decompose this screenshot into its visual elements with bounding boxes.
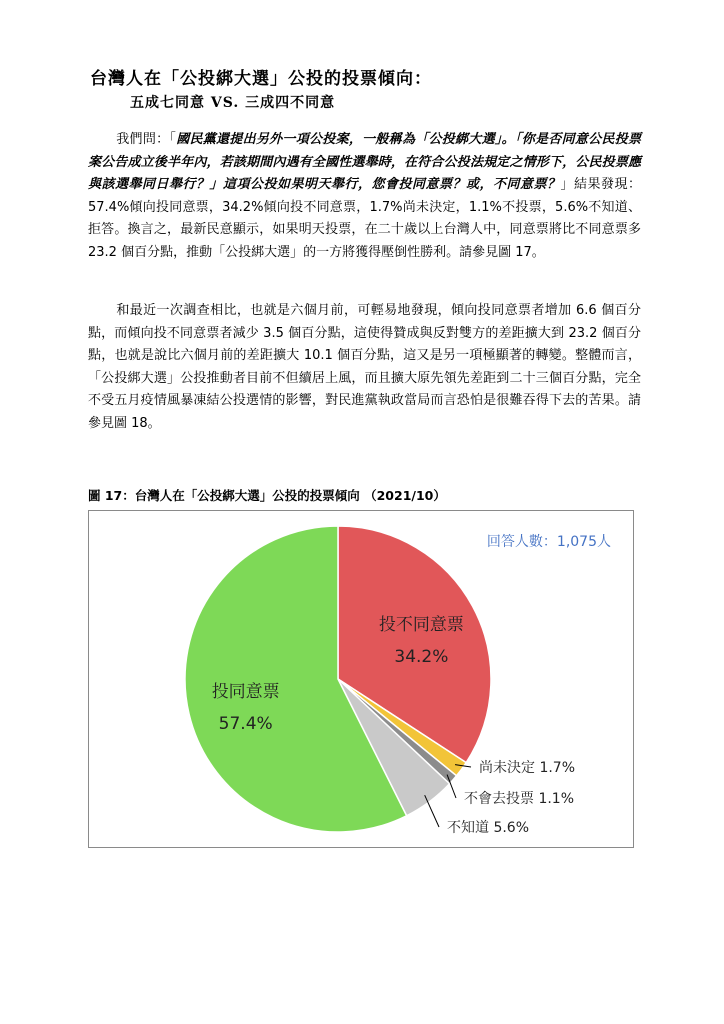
paragraph-results (88, 129, 641, 264)
survey-question: 國民黨還提出另外一項公投案，一般稱為「公投綁大選」。「你是否同意公民投票案公告成立後半年內，若該期間內遇有全國性選舉時，在符合公投法規定之情形下，公民投票應與該選舉同日舉行？」這項公投如果明天舉行，您會投同意票？或，不同意票？ (88, 132, 641, 192)
page-title: 台灣人在「公投綁大選」公投的投票傾向： (90, 69, 432, 89)
slice-label-0: 投不同意票 (378, 614, 464, 635)
subtitle-prefix: 五成七同意 (130, 95, 211, 111)
paragraph-lead: 我們問：「 (116, 132, 177, 147)
paragraph-comparison-text: 和最近一次調查相比，也就是六個月前，可輕易地發現，傾向投同意票者增加 6.6 個百分點，而傾向投不同意票者減少 3.5 個百分點，這使得贊成與反對雙方的差距擴大到 23.2 個百分點，也就是說比六個月前的差距擴大 10.1 個百分點，這又是另一項極顯著的轉變。整體而言，「公投綁大選」公投推動者目前不但續居上風，而且擴大原先領先差距到二十三個百分點，完全不受五月疫情風暴凍結公投選情的影響，對民進黨執政當局而言恐怕是很難吞得下去的苦果。請參見圖 18。 (88, 303, 641, 431)
slice-value-4: 57.4% (218, 713, 273, 734)
subtitle-suffix: 三成四不同意 (239, 95, 336, 111)
paragraph-results-text: 」結果發現：57.4%傾向投同意票，34.2%傾向投不同意票，1.7%尚未決定，1.1%不投票，5.6%不知道、拒答。換言之，最新民意顯示，如果明天投票，在二十歲以上台灣人中，同意票將比不同意票多 23.2 個百分點，推動「公投綁大選」的一方將獲得壓倒性勝利。請參見圖 17。 (88, 177, 641, 260)
slice-value-0: 34.2% (394, 646, 449, 667)
chart-frame (88, 510, 634, 848)
slice-label-4: 投同意票 (211, 681, 280, 702)
figure-caption: 圖 17：台灣人在「公投綁大選」公投的投票傾向 （2021/10） (88, 488, 446, 503)
slice-label-2: 不會去投票 1.1% (464, 791, 575, 807)
subtitle-vs: VS. (210, 95, 240, 111)
pie-chart (89, 511, 635, 849)
respondent-count: 回答人數：1,075人 (486, 534, 611, 550)
slice-label-3: 不知道 5.6% (447, 820, 530, 836)
slice-label-1: 尚未決定 1.7% (479, 760, 576, 776)
paragraph-comparison (88, 300, 641, 435)
page-subtitle (130, 92, 335, 112)
